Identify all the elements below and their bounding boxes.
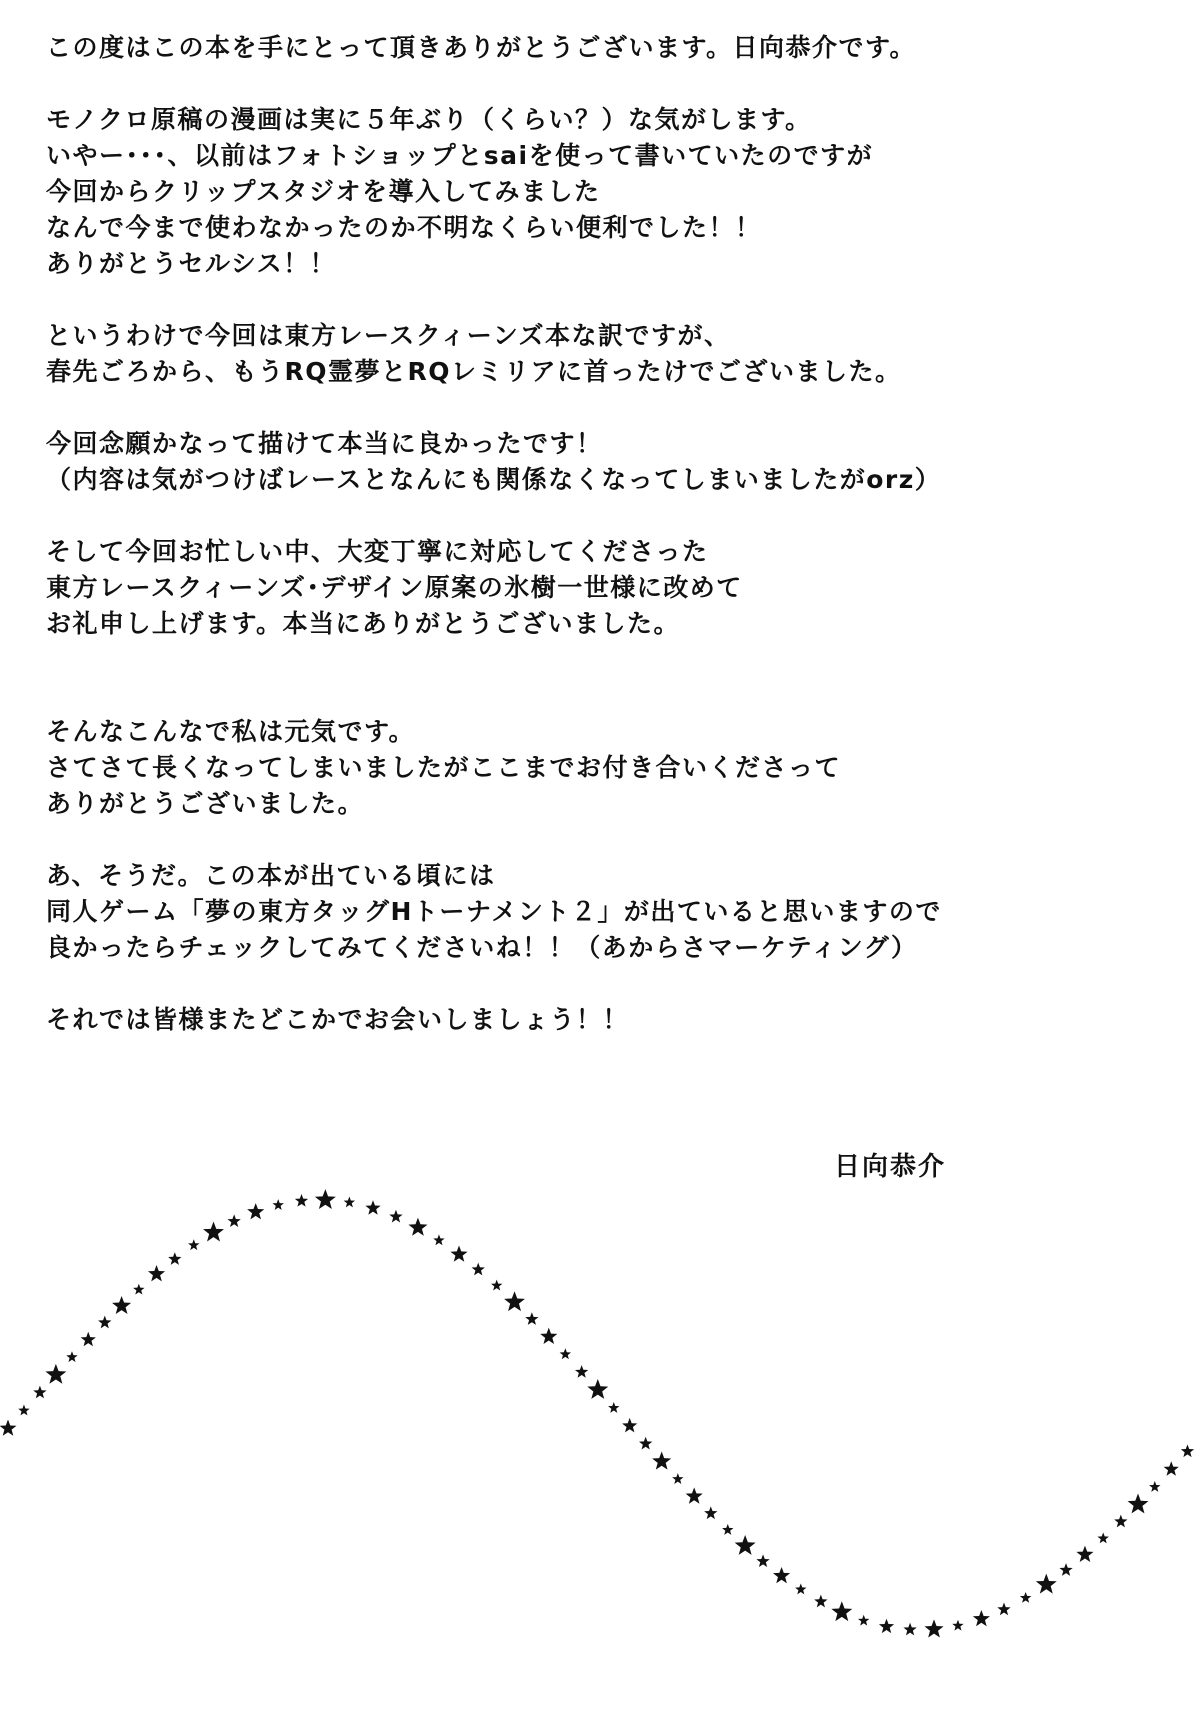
star-icon [997,1603,1010,1616]
text-line: そんなこんなで私は元気です。 [46,717,416,746]
star-icon [491,1280,502,1291]
paragraph-gap [46,282,1146,318]
star-icon [858,1615,869,1626]
star-icon [773,1567,790,1583]
star-icon [952,1620,963,1631]
star-icon [903,1623,916,1636]
star-icon [344,1197,355,1208]
star-icon [81,1332,96,1346]
text-line: それでは皆様またどこかでお会いしましょう！！ [46,1005,630,1034]
star-icon [247,1203,264,1219]
star-icon [756,1554,769,1567]
text-line: 春先ごろから、もうRQ霊夢とRQレミリアに首ったけでございました。 [46,357,902,386]
text-line: 同人ゲーム「夢の東方タッグHトーナメント２」が出ていると思いますので [46,897,942,926]
text-line: この度はこの本を手にとって頂きありがとうございます。日向恭介です。 [46,33,917,62]
star-icon [587,1379,608,1399]
star-icon [575,1365,588,1378]
author-signature: 日向恭介 [833,1152,946,1182]
star-icon [1036,1574,1057,1594]
text-line: モノクロ原稿の漫画は実に５年ぶり（くらい？）な気がします。 [46,105,812,134]
paragraph-gap [46,822,1146,858]
star-icon [18,1405,29,1416]
star-icon [408,1218,427,1236]
star-icon [433,1234,444,1245]
star-icon [973,1610,990,1626]
star-icon [168,1252,181,1265]
text-line: 良かったらチェックしてみてくださいね！！（あからさマーケティング） [46,933,918,962]
star-icon [227,1214,240,1227]
star-icon [272,1199,283,1210]
star-wave-decoration [0,1160,1200,1640]
star-icon [795,1583,806,1594]
text-line: ありがとうございました。 [46,789,365,818]
star-icon [112,1296,131,1314]
star-icon [525,1312,538,1325]
star-icon [1076,1546,1093,1562]
text-line: 東方レースクィーンズ･デザイン原案の氷樹一世様に改めて [46,573,743,602]
text-line: （内容は気がつけばレースとなんにも関係なくなってしまいましたがorz） [46,465,942,494]
star-icon [722,1524,733,1535]
star-icon [1181,1444,1194,1457]
star-icon [831,1601,852,1621]
paragraph-gap [46,498,1146,534]
paragraph-gap [46,66,1146,102]
text-line: さてさて長くなってしまいましたがここまでお付き合いくださって [46,753,842,782]
text-line: ありがとうセルシス！！ [46,249,337,278]
star-icon [148,1265,165,1281]
text-line: 今回念願かなって描けて本当に良かったです！ [46,429,603,458]
star-icon [622,1418,637,1432]
paragraph-gap [46,642,1146,714]
star-icon [735,1535,756,1555]
star-icon [639,1437,652,1450]
text-line: あ、そうだ。この本が出ている頃には [46,861,496,890]
star-icon [389,1210,402,1223]
star-icon [472,1263,485,1276]
star-icon [504,1291,525,1311]
star-icon [925,1619,944,1637]
star-icon [879,1619,894,1633]
text-line: お礼申し上げます。本当にありがとうございました。 [46,609,681,638]
star-icon [652,1452,671,1470]
star-icon [0,1420,17,1436]
star-icon [560,1348,571,1359]
text-line: なんで今まで使わなかったのか不明なくらい便利でした！！ [46,213,762,242]
text-line: 今回からクリップスタジオを導入してみました [46,177,601,206]
text-line: いやー･･･、以前はフォトショップとsaiを使って書いていたのですが [46,141,874,170]
afterword-text [46,30,1146,1038]
star-icon [1020,1592,1031,1603]
star-icon [1059,1563,1072,1576]
star-icon [188,1239,199,1250]
star-icon [98,1316,111,1329]
star-icon [608,1402,619,1413]
star-icon [540,1328,557,1344]
star-icon [704,1506,717,1519]
paragraph-gap [46,390,1146,426]
star-icon [45,1364,66,1384]
star-icon [133,1284,144,1295]
star-icon [66,1351,77,1362]
star-icon [33,1386,46,1399]
star-icon [686,1487,703,1503]
star-icon [1128,1493,1149,1513]
star-icon [1097,1532,1108,1543]
text-line: というわけで今回は東方レースクィーンズ本な訳ですが、 [46,321,731,350]
paragraph-gap [46,966,1146,1002]
star-icon [1164,1461,1179,1475]
star-icon [365,1200,380,1214]
star-icon [814,1595,827,1608]
star-icon [295,1194,308,1207]
text-line: そして今回お忙しい中、大変丁寧に対応してくださった [46,537,709,566]
star-icon [450,1245,467,1261]
star-icon [203,1222,224,1242]
star-icon [672,1473,683,1484]
star-icon [315,1189,336,1209]
star-icon [1114,1515,1127,1528]
star-icon [1149,1481,1160,1492]
